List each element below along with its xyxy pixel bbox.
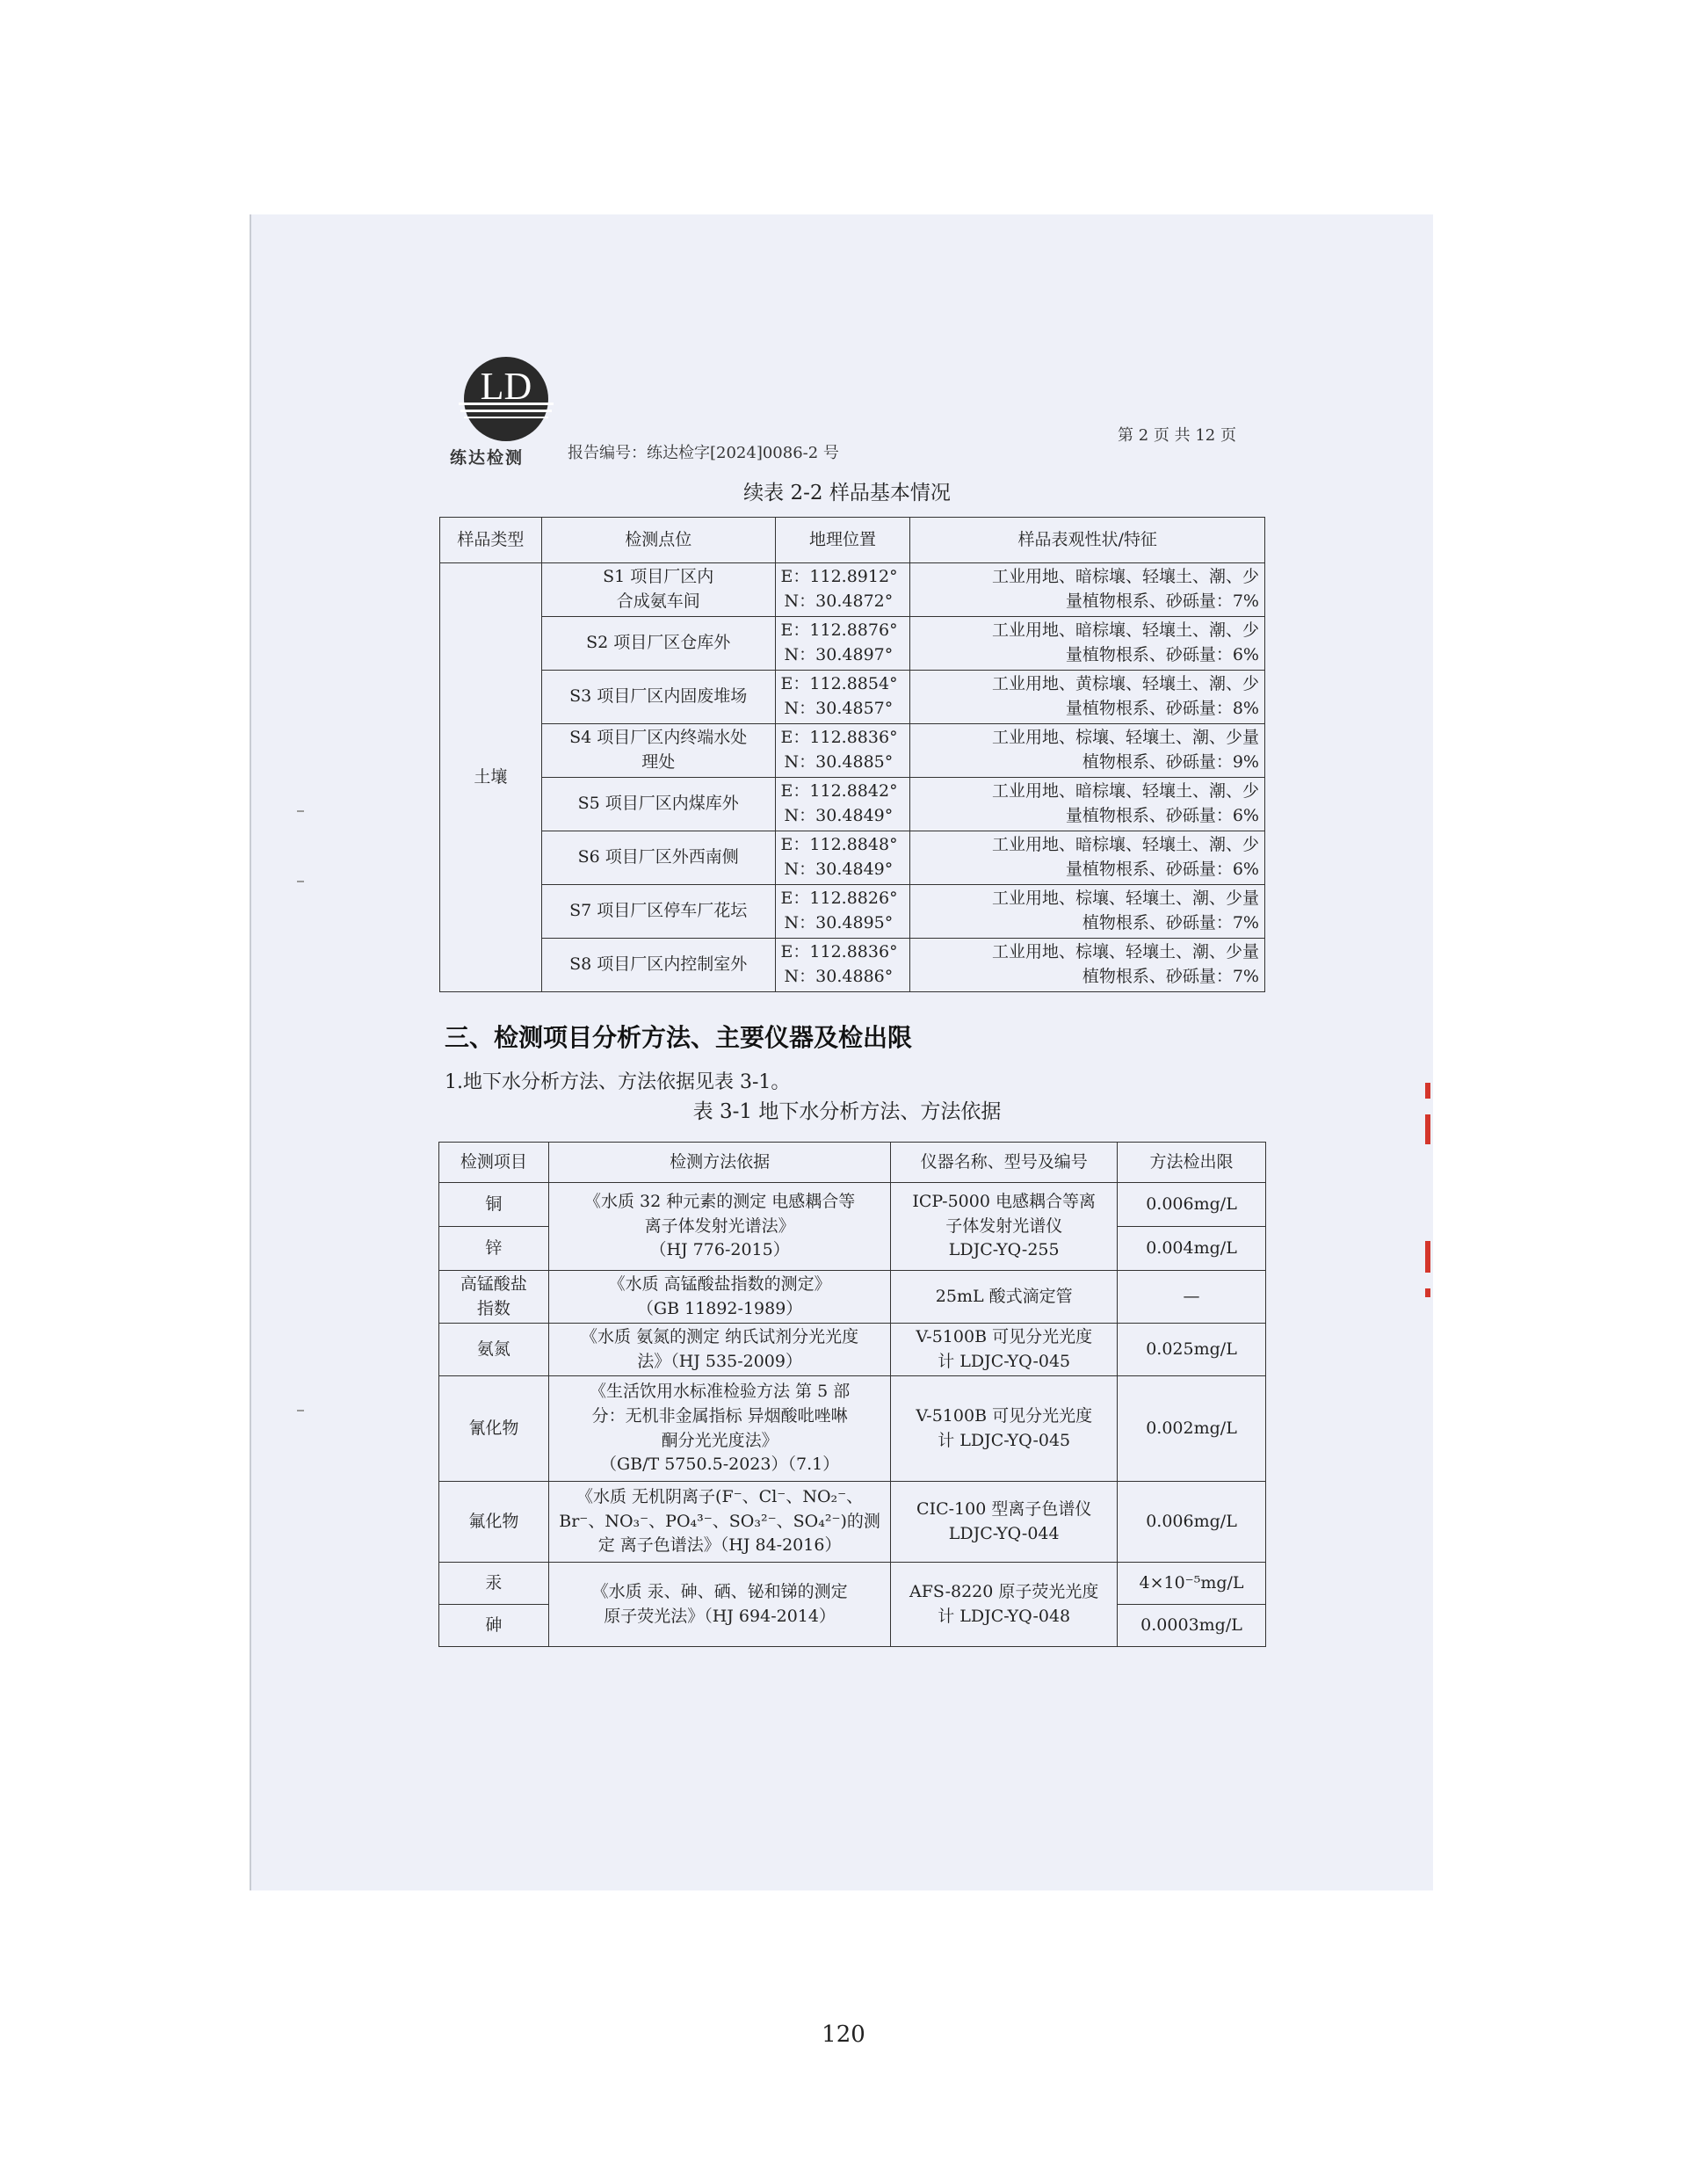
- geo-cell: E：112.8848° N：30.4849°: [775, 831, 910, 885]
- point-cell: S6 项目厂区外西南侧: [541, 831, 775, 885]
- report-number: 报告编号：练达检字[2024]0086-2 号: [568, 444, 839, 462]
- document-content: [250, 214, 1431, 1890]
- logo-caption: 练达检测: [450, 448, 525, 468]
- item-cell: 高锰酸盐 指数: [439, 1271, 549, 1324]
- section-heading: 三、检测项目分析方法、主要仪器及检出限: [445, 1023, 913, 1052]
- point-cell: S3 项目厂区内固废堆场: [541, 671, 775, 724]
- item-cell: 汞: [439, 1563, 549, 1605]
- item-cell: 氰化物: [439, 1376, 549, 1482]
- feature-cell: 工业用地、暗棕壤、轻壤土、潮、少 量植物根系、砂砾量：6%: [910, 831, 1265, 885]
- col-header: 检测点位: [541, 518, 775, 563]
- geo-cell: E：112.8826° N：30.4895°: [775, 885, 910, 939]
- feature-cell: 工业用地、暗棕壤、轻壤土、潮、少 量植物根系、砂砾量：6%: [910, 778, 1265, 831]
- feature-cell: 工业用地、棕壤、轻壤土、潮、少量 植物根系、砂砾量：7%: [910, 885, 1265, 939]
- method-cell: 《水质 汞、砷、硒、铋和锑的测定 原子荧光法》（HJ 694-2014）: [548, 1563, 891, 1647]
- col-header: 方法检出限: [1118, 1143, 1266, 1183]
- table-3-1-caption: 表 3-1 地下水分析方法、方法依据: [692, 1100, 1002, 1123]
- limit-cell: 0.004mg/L: [1118, 1227, 1266, 1271]
- limit-cell: 0.025mg/L: [1118, 1324, 1266, 1376]
- point-cell: S1 项目厂区内 合成氨车间: [541, 563, 775, 617]
- geo-cell: E：112.8876° N：30.4897°: [775, 617, 910, 671]
- page-counter: 第 2 页 共 12 页: [1118, 426, 1236, 445]
- point-cell: S5 项目厂区内煤库外: [541, 778, 775, 831]
- limit-cell: —: [1118, 1271, 1266, 1324]
- instrument-cell: AFS-8220 原子荧光光度 计 LDJC-YQ-048: [891, 1563, 1118, 1647]
- col-header: 检测项目: [439, 1143, 549, 1183]
- col-header: 样品类型: [440, 518, 542, 563]
- geo-cell: E：112.8836° N：30.4885°: [775, 724, 910, 778]
- ld-logo-icon: [452, 355, 564, 443]
- item-cell: 砷: [439, 1605, 549, 1647]
- col-header: 地理位置: [775, 518, 910, 563]
- item-cell: 氟化物: [439, 1482, 549, 1563]
- item-cell: 锌: [439, 1227, 549, 1271]
- sample-type-cell: 土壤: [440, 563, 542, 992]
- limit-cell: 0.002mg/L: [1118, 1376, 1266, 1482]
- logo-text: LD: [480, 365, 532, 408]
- col-header: 样品表观性状/特征: [910, 518, 1265, 563]
- point-cell: S4 项目厂区内终端水处 理处: [541, 724, 775, 778]
- instrument-cell: 25mL 酸式滴定管: [891, 1271, 1118, 1324]
- feature-cell: 工业用地、棕壤、轻壤土、潮、少量 植物根系、砂砾量：7%: [910, 939, 1265, 992]
- geo-cell: E：112.8842° N：30.4849°: [775, 778, 910, 831]
- point-cell: S2 项目厂区仓库外: [541, 617, 775, 671]
- col-header: 仪器名称、型号及编号: [891, 1143, 1118, 1183]
- feature-cell: 工业用地、暗棕壤、轻壤土、潮、少 量植物根系、砂砾量：6%: [910, 617, 1265, 671]
- geo-cell: E：112.8836° N：30.4886°: [775, 939, 910, 992]
- geo-cell: E：112.8912° N：30.4872°: [775, 563, 910, 617]
- method-cell: 《水质 高锰酸盐指数的测定》 （GB 11892-1989）: [548, 1271, 891, 1324]
- limit-cell: 0.0003mg/L: [1118, 1605, 1266, 1647]
- geo-cell: E：112.8854° N：30.4857°: [775, 671, 910, 724]
- method-table: [438, 1142, 1266, 1647]
- method-cell: 《水质 无机阴离子(F⁻、Cl⁻、NO₂⁻、 Br⁻、NO₃⁻、PO₄³⁻、SO₃²⁻、SO₄²⁻)的测 定 离子色谱法》（HJ 84-2016）: [548, 1482, 891, 1563]
- instrument-cell: V-5100B 可见分光光度 计 LDJC-YQ-045: [891, 1324, 1118, 1376]
- method-cell: 《水质 氨氮的测定 纳氏试剂分光光度 法》（HJ 535-2009）: [548, 1324, 891, 1376]
- table-2-2-caption: 续表 2-2 样品基本情况: [743, 482, 951, 504]
- item-cell: 氨氮: [439, 1324, 549, 1376]
- limit-cell: 0.006mg/L: [1118, 1482, 1266, 1563]
- feature-cell: 工业用地、暗棕壤、轻壤土、潮、少 量植物根系、砂砾量：7%: [910, 563, 1265, 617]
- item-cell: 铜: [439, 1183, 549, 1227]
- instrument-cell: CIC-100 型离子色谱仪 LDJC-YQ-044: [891, 1482, 1118, 1563]
- feature-cell: 工业用地、棕壤、轻壤土、潮、少量 植物根系、砂砾量：9%: [910, 724, 1265, 778]
- method-cell: 《生活饮用水标准检验方法 第 5 部 分：无机非金属指标 异烟酸吡唑啉 酮分光光度法》 （GB/T 5750.5-2023）（7.1）: [548, 1376, 891, 1482]
- instrument-cell: V-5100B 可见分光光度 计 LDJC-YQ-045: [891, 1376, 1118, 1482]
- point-cell: S8 项目厂区内控制室外: [541, 939, 775, 992]
- feature-cell: 工业用地、黄棕壤、轻壤土、潮、少 量植物根系、砂砾量：8%: [910, 671, 1265, 724]
- method-cell: 《水质 32 种元素的测定 电感耦合等 离子体发射光谱法》 （HJ 776-2015）: [548, 1183, 891, 1271]
- col-header: 检测方法依据: [548, 1143, 891, 1183]
- limit-cell: 0.006mg/L: [1118, 1183, 1266, 1227]
- sample-table: [439, 517, 1265, 992]
- point-cell: S7 项目厂区停车厂花坛: [541, 885, 775, 939]
- paragraph: 1.地下水分析方法、方法依据见表 3-1。: [445, 1071, 791, 1093]
- limit-cell: 4×10⁻⁵mg/L: [1118, 1563, 1266, 1605]
- page-number: 120: [822, 2021, 865, 2048]
- instrument-cell: ICP-5000 电感耦合等离 子体发射光谱仪 LDJC-YQ-255: [891, 1183, 1118, 1271]
